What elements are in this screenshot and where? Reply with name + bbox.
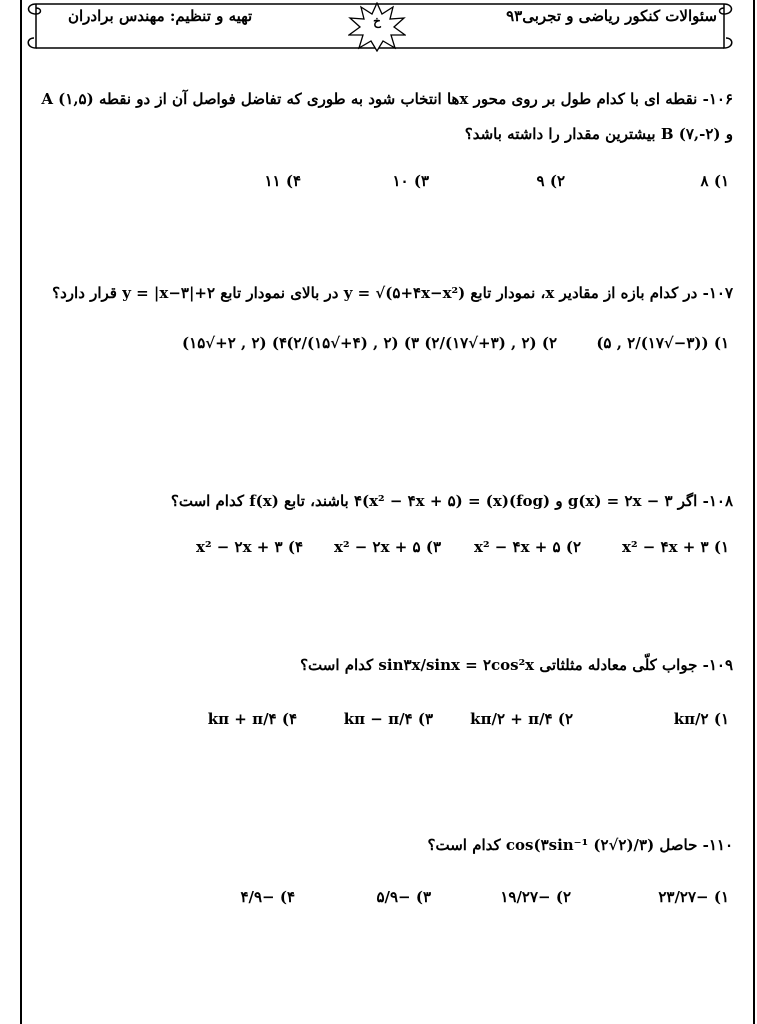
question-106-number: ۱۰۶- [702, 90, 733, 108]
option-108-3[interactable]: ۳) x² − ۲x + ۵ [334, 538, 441, 556]
option-106-2[interactable]: ۲) ۹ [536, 172, 565, 190]
question-106-text: نقطه ای با کدام طول بر روی محور xها انتخاب شود به طوری که تفاضل فواصل آن از دو نقطه (۱,۵) A [41, 90, 698, 108]
option-110-3[interactable]: ۳) −۵/۹ [376, 888, 431, 906]
question-107 [52, 284, 733, 302]
question-110-number: ۱۱۰- [702, 836, 733, 854]
option-107-2[interactable]: ۲) (۲ , (۳+√۱۷)/۲) [424, 334, 557, 352]
option-110-4[interactable]: ۴) −۴/۹ [240, 888, 295, 906]
option-110-1[interactable]: ۱) −۲۳/۲۷ [658, 888, 729, 906]
option-107-3[interactable]: ۳) (۲ , (۴+√۱۵)/۲) [286, 334, 419, 352]
option-110-2[interactable]: ۲) −۱۹/۲۷ [500, 888, 571, 906]
option-109-2[interactable]: ۲) kπ/۲ + π/۴ [470, 710, 573, 728]
question-106 [41, 90, 733, 108]
option-109-4[interactable]: ۴) kπ + π/۴ [207, 710, 297, 728]
option-109-1[interactable]: ۱) kπ/۲ [673, 710, 729, 728]
question-109-number: ۱۰۹- [702, 656, 733, 674]
option-106-3[interactable]: ۳) ۱۰ [392, 172, 429, 190]
question-108-text: اگر g(x) = ۲x − ۳ و (fog)(x) = ۴(x² − ۴x + ۵) باشند، تابع f(x) کدام است؟ [170, 492, 698, 510]
question-107-text: در کدام بازه از مقادیر x، نمودار تابع y = √(۵+۴x−x²) در بالای نمودار تابع y = |x−۳|+۲ قرار دارد؟ [52, 284, 698, 302]
question-109 [300, 656, 733, 674]
option-109-3[interactable]: ۳) kπ − π/۴ [343, 710, 433, 728]
option-106-1[interactable]: ۱) ۸ [700, 172, 729, 190]
question-108-number: ۱۰۸- [702, 492, 733, 510]
question-108 [171, 492, 733, 510]
option-108-2[interactable]: ۲) x² − ۴x + ۵ [474, 538, 581, 556]
header-badge: خ [373, 14, 381, 28]
option-107-4[interactable]: ۴) (۲ , ۲+√۱۵) [182, 334, 287, 352]
header-author: تهیه و تنظیم: مهندس برادران [68, 7, 253, 25]
option-108-1[interactable]: ۱) x² − ۴x + ۳ [622, 538, 729, 556]
question-107-number: ۱۰۷- [702, 284, 733, 302]
option-106-4[interactable]: ۴) ۱۱ [264, 172, 301, 190]
option-107-1[interactable]: ۱) ((۳−√۱۷)/۲ , ۵) [596, 334, 729, 352]
question-110 [428, 836, 733, 854]
question-110-text: حاصل cos(۳sin⁻¹ (۲√۲)/۳) کدام است؟ [427, 836, 698, 854]
question-106-line2: و (۲-,۷) B بیشترین مقدار را داشته باشد؟ [464, 125, 733, 143]
header-title: سئوالات کنکور ریاضی و تجربی۹۳ [506, 7, 717, 25]
page-frame [20, 0, 755, 1024]
option-108-4[interactable]: ۴) x² − ۲x + ۳ [196, 538, 303, 556]
question-109-text: جواب کلّی معادله مثلثاتی sin۳x/sinx = ۲cos²x کدام است؟ [300, 656, 698, 674]
